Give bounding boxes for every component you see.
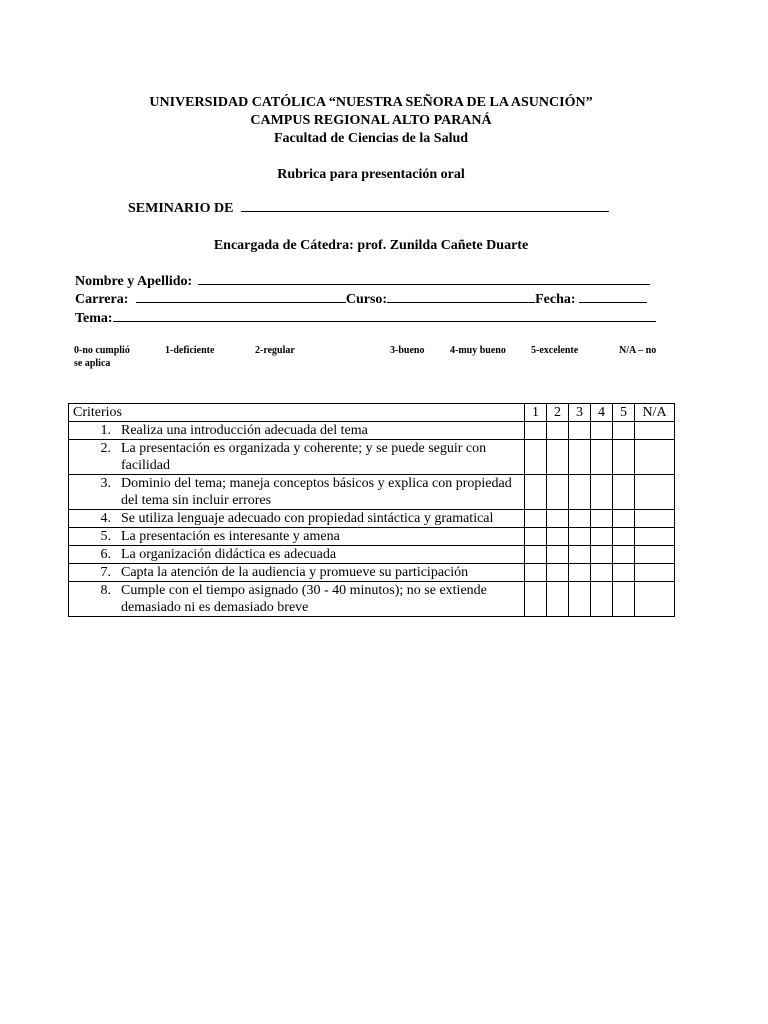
scale-2-label: 2-regular — [255, 345, 295, 356]
rubric-table — [68, 403, 675, 617]
score-cell-3[interactable] — [569, 564, 591, 582]
score-cell-1[interactable] — [525, 546, 547, 564]
score-cell-2[interactable] — [547, 546, 569, 564]
criterion-text: Cumple con el tiempo asignado (30 - 40 minutos); no se extiende demasiado ni es demasiado breve — [121, 583, 487, 615]
criterion-content — [73, 422, 520, 439]
score-cell-4[interactable] — [591, 582, 613, 617]
score-cell-1[interactable] — [525, 510, 547, 528]
score-cell-1[interactable] — [525, 582, 547, 617]
criterion-text: Dominio del tema; maneja conceptos básicos y explica con propiedad del tema sin incluir errores — [121, 476, 512, 508]
criterion-text: Se utiliza lenguaje adecuado con propiedad sintáctica y gramatical — [121, 511, 494, 526]
table-row — [69, 528, 675, 546]
curso-label: Curso: — [345, 292, 388, 307]
fecha-blank[interactable] — [579, 290, 647, 303]
score-cell-2[interactable] — [547, 475, 569, 510]
score-cell-5[interactable] — [613, 564, 635, 582]
scale-0-label-cont: se aplica — [74, 358, 111, 369]
seminario-blank[interactable] — [241, 199, 609, 212]
score-cell-5[interactable] — [613, 546, 635, 564]
scale-1-label: 1-deficiente — [165, 345, 215, 356]
criterion-text: La organización didáctica es adecuada — [121, 547, 337, 562]
score-cell-1[interactable] — [525, 422, 547, 440]
criterion-number: 5. — [100, 529, 111, 544]
table-row — [69, 510, 675, 528]
nombre-row — [75, 272, 650, 291]
seminario-row — [128, 199, 609, 217]
score-cell-4[interactable] — [591, 440, 613, 475]
table-row — [69, 564, 675, 582]
score-cell-3[interactable] — [569, 440, 591, 475]
score-cell-1[interactable] — [525, 475, 547, 510]
criterion-number: 4. — [100, 511, 111, 526]
criterion-cell — [69, 528, 525, 546]
table-row — [69, 582, 675, 617]
table-row — [69, 422, 675, 440]
score-cell-3[interactable] — [569, 475, 591, 510]
scale-3-label: 3-bueno — [390, 345, 425, 356]
score-cell-1[interactable] — [525, 528, 547, 546]
criterion-content — [73, 510, 520, 527]
criterion-text: Capta la atención de la audiencia y promueve su participación — [121, 565, 469, 580]
criterion-text: La presentación es interesante y amena — [121, 529, 340, 544]
score-cell-1[interactable] — [525, 440, 547, 475]
score-cell-2[interactable] — [547, 528, 569, 546]
header-score-3: 3 — [569, 404, 591, 422]
campus-name: CAMPUS REGIONAL ALTO PARANÁ — [250, 113, 492, 128]
nombre-blank[interactable] — [198, 272, 650, 285]
criterion-text: Realiza una introducción adecuada del tema — [121, 423, 368, 438]
nombre-label: Nombre y Apellido: — [75, 274, 193, 289]
criterion-text: La presentación es organizada y coherente; y se puede seguir con facilidad — [121, 441, 487, 473]
score-cell-5[interactable] — [613, 440, 635, 475]
criterion-cell — [69, 546, 525, 564]
table-header-row — [69, 404, 675, 422]
score-cell-2[interactable] — [547, 582, 569, 617]
score-cell-4[interactable] — [591, 528, 613, 546]
score-cell-4[interactable] — [591, 422, 613, 440]
score-cell-1[interactable] — [525, 564, 547, 582]
scale-0-label: 0-no cumplió — [74, 345, 130, 356]
criterion-cell — [69, 510, 525, 528]
carrera-row — [75, 290, 647, 309]
criterion-cell — [69, 582, 525, 617]
criterion-number: 7. — [100, 565, 111, 580]
encargada-line: Encargada de Cátedra: prof. Zunilda Cañete Duarte — [213, 238, 529, 253]
score-cell-na[interactable] — [635, 422, 675, 440]
score-cell-5[interactable] — [613, 475, 635, 510]
tema-blank[interactable] — [113, 309, 656, 322]
criterion-cell — [69, 475, 525, 510]
university-name: UNIVERSIDAD CATÓLICA “NUESTRA SEÑORA DE LA ASUNCIÓN” — [149, 95, 593, 110]
score-cell-4[interactable] — [591, 475, 613, 510]
carrera-blank[interactable] — [136, 290, 346, 303]
score-cell-na[interactable] — [635, 475, 675, 510]
score-cell-na[interactable] — [635, 510, 675, 528]
criterion-content — [73, 475, 520, 509]
score-cell-5[interactable] — [613, 582, 635, 617]
criterion-number: 8. — [100, 583, 111, 598]
criterion-number: 6. — [100, 547, 111, 562]
score-cell-3[interactable] — [569, 528, 591, 546]
criterion-cell — [69, 440, 525, 475]
criterion-cell — [69, 564, 525, 582]
criterion-content — [73, 528, 520, 545]
score-cell-na[interactable] — [635, 440, 675, 475]
score-cell-na[interactable] — [635, 582, 675, 617]
score-cell-4[interactable] — [591, 546, 613, 564]
fecha-label: Fecha: — [535, 292, 576, 307]
score-cell-5[interactable] — [613, 422, 635, 440]
tema-row — [75, 309, 656, 328]
score-cell-3[interactable] — [569, 422, 591, 440]
seminario-label: SEMINARIO DE — [128, 201, 234, 216]
score-cell-4[interactable] — [591, 564, 613, 582]
header-score-na: N/A — [635, 404, 675, 422]
curso-blank[interactable] — [387, 290, 535, 303]
header-score-4: 4 — [591, 404, 613, 422]
table-row — [69, 546, 675, 564]
score-cell-3[interactable] — [569, 546, 591, 564]
header-score-2: 2 — [547, 404, 569, 422]
score-cell-5[interactable] — [613, 528, 635, 546]
score-cell-3[interactable] — [569, 510, 591, 528]
score-cell-2[interactable] — [547, 440, 569, 475]
criterion-number: 3. — [100, 476, 111, 491]
score-cell-4[interactable] — [591, 510, 613, 528]
criterion-number: 1. — [100, 423, 111, 438]
score-cell-na[interactable] — [635, 546, 675, 564]
criterion-cell — [69, 422, 525, 440]
score-cell-na[interactable] — [635, 528, 675, 546]
tema-label: Tema: — [75, 311, 113, 326]
criterion-content — [73, 564, 520, 581]
scale-na-label: N/A – no — [619, 345, 657, 356]
carrera-label: Carrera: — [75, 292, 129, 307]
header-criterios: Criterios — [69, 404, 525, 422]
rubric-body — [69, 422, 675, 617]
table-row — [69, 440, 675, 475]
scale-4-label: 4-muy bueno — [450, 345, 506, 356]
score-cell-na[interactable] — [635, 564, 675, 582]
table-row — [69, 475, 675, 510]
faculty-name: Facultad de Ciencias de la Salud — [273, 131, 469, 146]
score-cell-2[interactable] — [547, 564, 569, 582]
score-cell-2[interactable] — [547, 422, 569, 440]
score-cell-2[interactable] — [547, 510, 569, 528]
header-score-1: 1 — [525, 404, 547, 422]
header-score-5: 5 — [613, 404, 635, 422]
score-cell-5[interactable] — [613, 510, 635, 528]
criterion-content — [73, 440, 520, 474]
document-title: Rubrica para presentación oral — [277, 167, 465, 182]
score-cell-3[interactable] — [569, 582, 591, 617]
criterion-content — [73, 546, 520, 563]
scale-5-label: 5-excelente — [531, 345, 579, 356]
criterion-content — [73, 582, 520, 616]
criterion-number: 2. — [100, 441, 111, 456]
